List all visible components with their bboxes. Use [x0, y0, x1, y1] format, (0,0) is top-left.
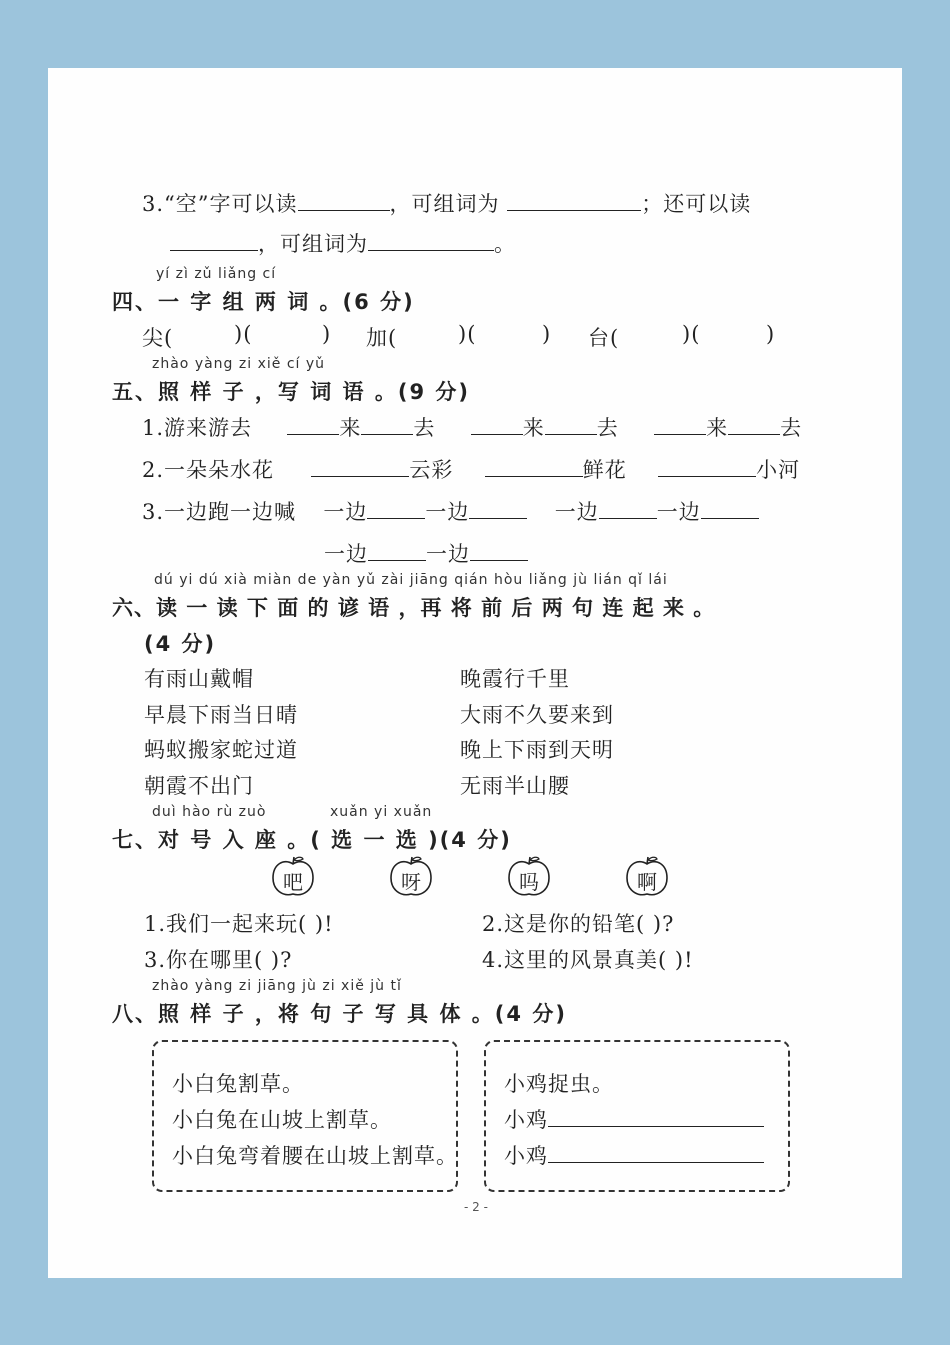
qu-char: 去 [596, 416, 619, 440]
word-yuncai: 云彩 [409, 458, 454, 482]
apple-char: 吧 [283, 870, 303, 894]
s5-row1 [142, 412, 802, 442]
q3-text-1: 3.“空”字可以读 [142, 192, 298, 216]
s4-item: )( [234, 322, 253, 346]
page-number: - 2 - [464, 1200, 488, 1214]
yibian: 一边 [554, 500, 599, 524]
proverb-left[interactable]: 朝霞不出门 [144, 773, 254, 798]
s6-score: (4 分) [144, 632, 217, 656]
s4-item: ) [542, 322, 552, 346]
qu-char: 去 [780, 416, 803, 440]
blank[interactable] [654, 414, 706, 435]
s8-pinyin: zhào yàng zi jiāng jù zi xiě jù tǐ [152, 978, 402, 994]
blank[interactable] [701, 498, 759, 519]
apple-ya [388, 856, 434, 896]
blank[interactable] [368, 230, 494, 251]
answer-line[interactable] [548, 1144, 764, 1163]
blank[interactable] [728, 414, 780, 435]
s5-row3 [142, 496, 759, 526]
s8-heading: 八、照 样 子 ，将 句 子 写 具 体 。(4 分) [112, 1002, 567, 1026]
word-xiaohe: 小河 [756, 458, 801, 482]
answer-box [484, 1040, 790, 1192]
s7-q4[interactable]: 4.这里的风景真美( )! [482, 948, 694, 972]
blank[interactable] [367, 498, 425, 519]
yibian: 一边 [426, 542, 470, 566]
s4-item: 加( [366, 326, 398, 350]
lai-char: 来 [706, 416, 729, 440]
s7-q2[interactable]: 2.这是你的铅笔( )? [482, 912, 675, 936]
s4-item: 台( [588, 326, 620, 350]
example-sentence: 小白兔在山坡上割草。 [172, 1108, 392, 1132]
prompt-start: 小鸡 [504, 1144, 548, 1168]
blank[interactable] [361, 414, 413, 435]
q3-text-2: ，可组词为 [389, 192, 500, 216]
s6-heading: 六、读 一 读 下 面 的 谚 语 ，再 将 前 后 两 句 连 起 来 。 [112, 596, 716, 620]
s4-items [142, 322, 842, 352]
proverb-left[interactable]: 早晨下雨当日晴 [144, 702, 298, 727]
blank[interactable] [485, 456, 583, 477]
s5-r1-label: 1.游来游去 [142, 416, 253, 440]
q3-text-3: ；还可以读 [641, 192, 752, 216]
worksheet-page [48, 68, 902, 1278]
lai-char: 来 [339, 416, 362, 440]
example-box [152, 1040, 458, 1192]
apple-char: 呀 [401, 870, 421, 894]
s4-item: ) [322, 322, 332, 346]
s7-heading: 七、对 号 入 座 。( 选 一 选 )(4 分) [112, 828, 512, 852]
s7-q1[interactable]: 1.我们一起来玩( )! [144, 912, 334, 936]
blank[interactable] [471, 414, 523, 435]
proverb-right[interactable]: 无雨半山腰 [460, 773, 570, 798]
s4-pinyin: yí zì zǔ liǎng cí [156, 266, 277, 282]
s4-heading: 四、一 字 组 两 词 。(6 分) [112, 290, 415, 314]
blank[interactable] [658, 456, 756, 477]
blank[interactable] [470, 540, 528, 561]
yibian: 一边 [425, 500, 470, 524]
answer-line[interactable] [548, 1108, 764, 1127]
blank[interactable] [507, 190, 641, 211]
s4-item: )( [458, 322, 477, 346]
blank[interactable] [287, 414, 339, 435]
yibian: 一边 [323, 500, 368, 524]
blank[interactable] [311, 456, 409, 477]
answer-sentences [504, 1066, 764, 1174]
example-sentences [172, 1066, 458, 1174]
s5-r3-label: 3.一边跑一边喊 [142, 500, 297, 524]
apple-ma [506, 856, 552, 896]
q3-line1 [142, 188, 751, 218]
s7-q3[interactable]: 3.你在哪里( )? [144, 948, 293, 972]
word-xianhua: 鲜花 [582, 458, 627, 482]
prompt-sentence: 小鸡捉虫。 [504, 1072, 614, 1096]
lai-char: 来 [522, 416, 545, 440]
yibian: 一边 [656, 500, 701, 524]
q3-line2 [170, 228, 516, 258]
apple-ba [270, 856, 316, 896]
s4-item: ) [766, 322, 776, 346]
blank[interactable] [368, 540, 426, 561]
s5-row2 [142, 454, 800, 484]
example-sentence: 小白兔割草。 [172, 1072, 304, 1096]
proverb-left[interactable]: 蚂蚁搬家蛇过道 [144, 738, 298, 762]
s6-right-column [460, 662, 614, 804]
q3-text-end: 。 [494, 232, 516, 256]
proverb-right[interactable]: 晚霞行千里 [460, 667, 570, 691]
blank[interactable] [469, 498, 527, 519]
s5-r2-label: 2.一朵朵水花 [142, 458, 275, 482]
proverb-right[interactable]: 大雨不久要来到 [460, 702, 614, 727]
apple-char: 啊 [637, 870, 657, 894]
s6-left-column [144, 662, 298, 804]
apple-a [624, 856, 670, 896]
s5-pinyin: zhào yàng zi xiě cí yǔ [152, 356, 326, 372]
q3-text-4: ，可组词为 [258, 232, 368, 256]
s6-pinyin: dú yi dú xià miàn de yàn yǔ zài jiāng qián hòu liǎng jù lián qǐ lái [154, 572, 668, 588]
blank[interactable] [599, 498, 657, 519]
qu-char: 去 [413, 416, 436, 440]
s4-item: 尖( [142, 326, 174, 350]
example-sentence: 小白兔弯着腰在山坡上割草。 [172, 1144, 458, 1168]
prompt-start: 小鸡 [504, 1108, 548, 1132]
blank[interactable] [170, 230, 258, 251]
blank[interactable] [298, 190, 390, 211]
yibian: 一边 [324, 542, 368, 566]
apple-char: 吗 [519, 870, 539, 894]
s5-row3b [324, 538, 528, 568]
s4-item: )( [682, 322, 701, 346]
proverb-left[interactable]: 有雨山戴帽 [144, 667, 254, 691]
blank[interactable] [545, 414, 597, 435]
s7-pinyin-b: xuǎn yi xuǎn [330, 804, 433, 820]
proverb-right[interactable]: 晚上下雨到天明 [460, 738, 614, 762]
s7-pinyin-a: duì hào rù zuò [152, 804, 267, 820]
s5-heading: 五、照 样 子 ，写 词 语 。(9 分) [112, 380, 470, 404]
